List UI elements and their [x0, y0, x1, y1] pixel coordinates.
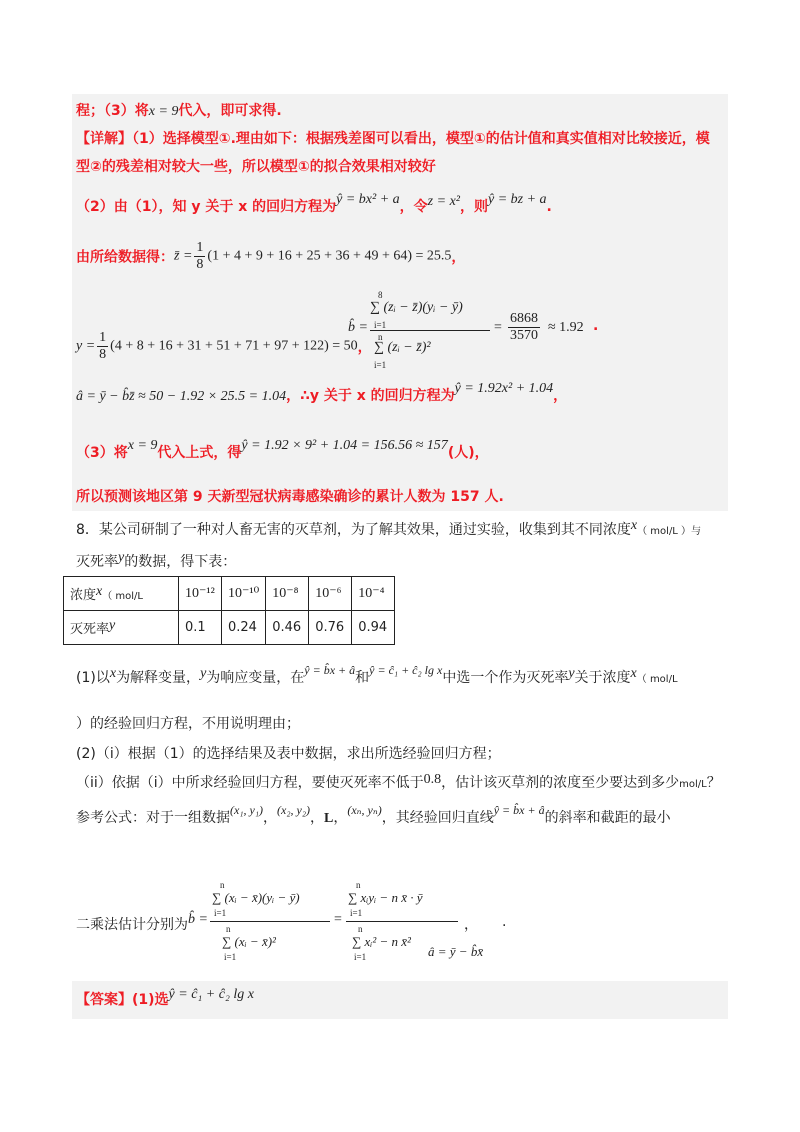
problem-intro-2: 灭死率y的数据，得下表：	[76, 550, 237, 570]
data-table	[63, 576, 395, 645]
table-row	[64, 577, 395, 611]
question-1: (1)以x为解释变量，y为响应变量，在ŷ = b̂x + â和ŷ = ĉ₁ + ĉ₂ lg x中选一个作为灭死率y关于浓度x（ mol/L	[76, 663, 678, 686]
table-cell: 10⁻¹²	[179, 577, 222, 611]
table-cell: 0.94	[352, 611, 395, 645]
table-cell: 0.1	[179, 611, 222, 645]
table-cell: 0.46	[266, 611, 309, 645]
problem-intro-1: 8．某公司研制了一种对人畜无害的灭草剂，为了解其效果，通过实验，收集到其不同浓度x（ mol/L ）与	[76, 518, 702, 538]
solution-line-1: 程；（3）将x = 9代入，即可求得.	[76, 103, 282, 119]
table-cell: 10⁻¹⁰	[222, 577, 266, 611]
table-header-rate: 灭死率y	[64, 611, 179, 645]
table-header-concentration: 浓度x（ mol/L	[64, 577, 179, 611]
ols-formula: 二乘法估计分别为 b̂ = n ∑ (xᵢ − x̄)(yᵢ − ȳ) i=1 n ∑ (xᵢ − x̄)² i=1 = n ∑ xᵢyᵢ − n x̄ · ȳ i=1 n ∑ xᵢ² − n x̄² i=1 ， â = ȳ − b̂x̄ .	[76, 880, 507, 962]
question-2-ii: （ii）依据（i）中所求经验回归方程，要使灭死率不低于0.8，估计该灭草剂的浓度至少要达到多少mol/L？	[76, 772, 721, 791]
table-row	[64, 611, 395, 645]
solution-line-2: （2）由（1），知 y 关于 x 的回归方程为ŷ = bx² + a，令z = x²，则ŷ = bz + a.	[76, 192, 552, 215]
answer-line: 【答案】(1)选ŷ = ĉ₁ + ĉ₂ lg x	[76, 987, 254, 1008]
table-cell: 0.76	[309, 611, 352, 645]
question-2-i: (2)（i）根据（1）的选择结果及表中数据，求出所选经验回归方程；	[76, 746, 501, 762]
table-cell: 10⁻⁴	[352, 577, 395, 611]
question-1-cont: ）的经验回归方程，不用说明理由；	[76, 716, 300, 732]
table-cell: 0.24	[222, 611, 266, 645]
solution-detail-cont: 型②的残差相对较大一些，所以模型①的拟合效果相对较好	[76, 159, 436, 175]
solution-line-3: 由所给数据得：z̄ = $\frac{1}{8}$ (1 + 4 + 9 + 16 + 25 + 36 + 49 + 64) = 25.5，	[76, 240, 466, 272]
solution-line-5: â = ȳ − b̂z̄ ≈ 50 − 1.92 × 25.5 = 1.04，∴y 关于 x 的回归方程为ŷ = 1.92x² + 1.04，	[76, 381, 568, 404]
reference-formula: 参考公式：对于一组数据(x₁, y₁)，(x₂, y₂)，L，(xₙ, yₙ)，其经验回归直线ŷ = b̂x + â的斜率和截距的最小	[76, 803, 671, 826]
table-cell: 10⁻⁶	[309, 577, 352, 611]
table-cell: 10⁻⁸	[266, 577, 309, 611]
solution-detail: 【详解】（1）选择模型①.理由如下：根据残差图可以看出，模型①的估计值和真实值相对比较接近，模	[76, 131, 710, 147]
solution-conclusion: 所以预测该地区第 9 天新型冠状病毒感染确诊的累计人数为 157 人.	[76, 489, 504, 505]
solution-line-6: （3）将x = 9代入上式，得ŷ = 1.92 × 9² + 1.04 = 156.56 ≈ 157(人)，	[76, 438, 489, 461]
